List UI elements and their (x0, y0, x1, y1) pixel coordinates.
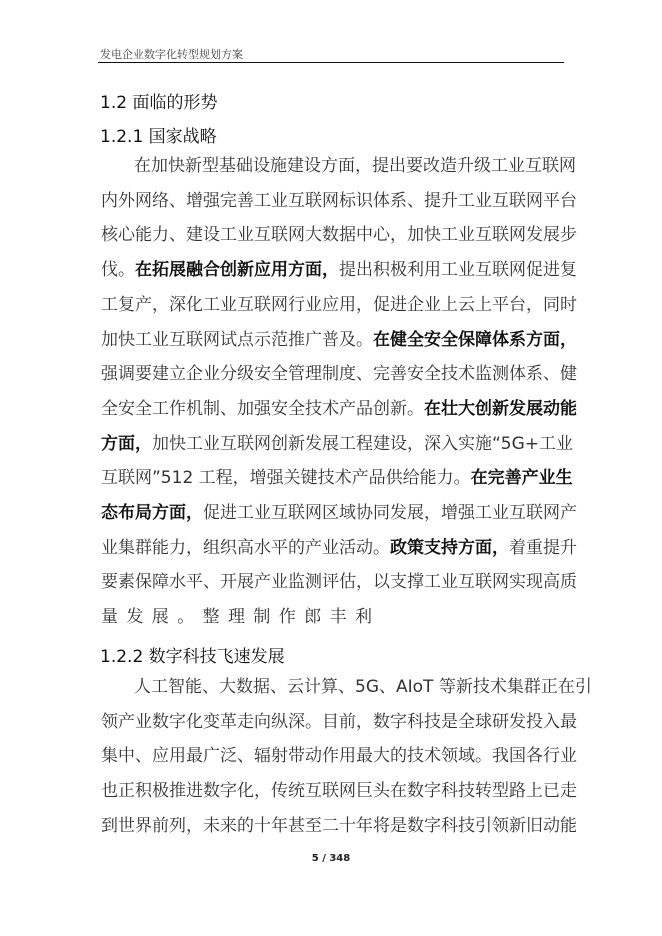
text-line (101, 744, 577, 768)
bold-text: 方面， (101, 433, 152, 454)
text-run: 促进工业互联网区域协同发展，增强工业互联网产 (203, 503, 577, 523)
bold-text: 在壮大创新发展动能 (424, 398, 577, 419)
text-run: 互联网”512 工程，增强关键技术产品供给能力。 (101, 468, 471, 489)
bold-text: 在健全安全保障体系方面， (373, 329, 577, 350)
text-run: 核心能力、建设工业互联网大数据中心，加快工业互联网发展步 (101, 225, 577, 246)
text-line (101, 501, 577, 525)
section-heading-1-2-1: 1.2.1 国家战略 (100, 127, 217, 147)
bold-text: 态布局方面， (101, 503, 203, 523)
text-line (101, 605, 561, 629)
text-run: 加快工业互联网试点示范推广普及。 (101, 329, 373, 350)
bold-text: 政策支持方面， (390, 537, 509, 558)
text-line (101, 779, 577, 803)
text-run: 内外网络、增强完善工业互联网标识体系、提升工业互联网平台 (101, 190, 577, 211)
section-heading-1-2-2: 1.2.2 数字科技飞速发展 (100, 647, 285, 667)
text-line (101, 189, 577, 213)
text-run: 要素保障水平、开展产业监测评估，以支撑工业互联网实现高质 (101, 572, 577, 593)
section-heading-1-2: 1.2 面临的形势 (100, 93, 218, 113)
text-run: 工复产，深化工业互联网行业应用，促进企业上云上平台，同时 (101, 294, 577, 315)
text-run: 全安全工作机制、加强安全技术产品创新。 (101, 398, 424, 419)
text-line (101, 710, 577, 734)
text-run: 到世界前列，未来的十年甚至二十年将是数字科技引领新旧动能 (101, 815, 577, 836)
text-line (101, 293, 577, 317)
header-rule (98, 62, 564, 63)
text-line (101, 258, 577, 282)
running-header: 发电企业数字化转型规划方案 (100, 48, 243, 61)
text-line (101, 223, 577, 247)
text-run: 加快工业互联网创新发展工程建设，深入实施“5G+工业 (152, 433, 574, 454)
text-run: 着重提升 (509, 537, 577, 558)
text-run: 集中、应用最广泛、辐射带动作用最大的技术领域。我国各行业 (101, 746, 577, 767)
text-run: 也正积极推进数字化，传统互联网巨头在数字科技转型路上已走 (101, 781, 577, 802)
text-run: 伐。 (101, 260, 135, 281)
text-line (101, 536, 577, 560)
text-line (101, 328, 577, 352)
text-line (134, 154, 576, 178)
text-line (101, 362, 577, 386)
text-line (101, 397, 577, 421)
text-run: 量发展。整理制作郎丰利 (101, 607, 381, 628)
text-run: 强调要建立企业分级安全管理制度、完善安全技术监测体系、健 (101, 364, 577, 385)
text-run: 领产业数字化变革走向纵深。目前，数字科技是全球研发投入最 (101, 711, 577, 732)
page-number: 5 / 348 (311, 853, 351, 864)
text-line (101, 814, 577, 838)
bold-text: 在拓展融合创新应用方面， (135, 260, 339, 281)
text-line (101, 432, 574, 456)
bold-text: 在完善产业生 (470, 468, 573, 489)
text-line (134, 675, 592, 699)
text-run: 业集群能力，组织高水平的产业活动。 (101, 537, 390, 558)
text-line (101, 466, 573, 490)
text-line (101, 570, 577, 594)
text-run: 人工智能、大数据、云计算、5G、AIoT 等新技术集群正在引 (134, 677, 592, 697)
text-run: 在加快新型基础设施建设方面，提出要改造升级工业互联网 (134, 156, 576, 176)
text-run: 提出积极利用工业互联网促进复 (339, 260, 577, 281)
